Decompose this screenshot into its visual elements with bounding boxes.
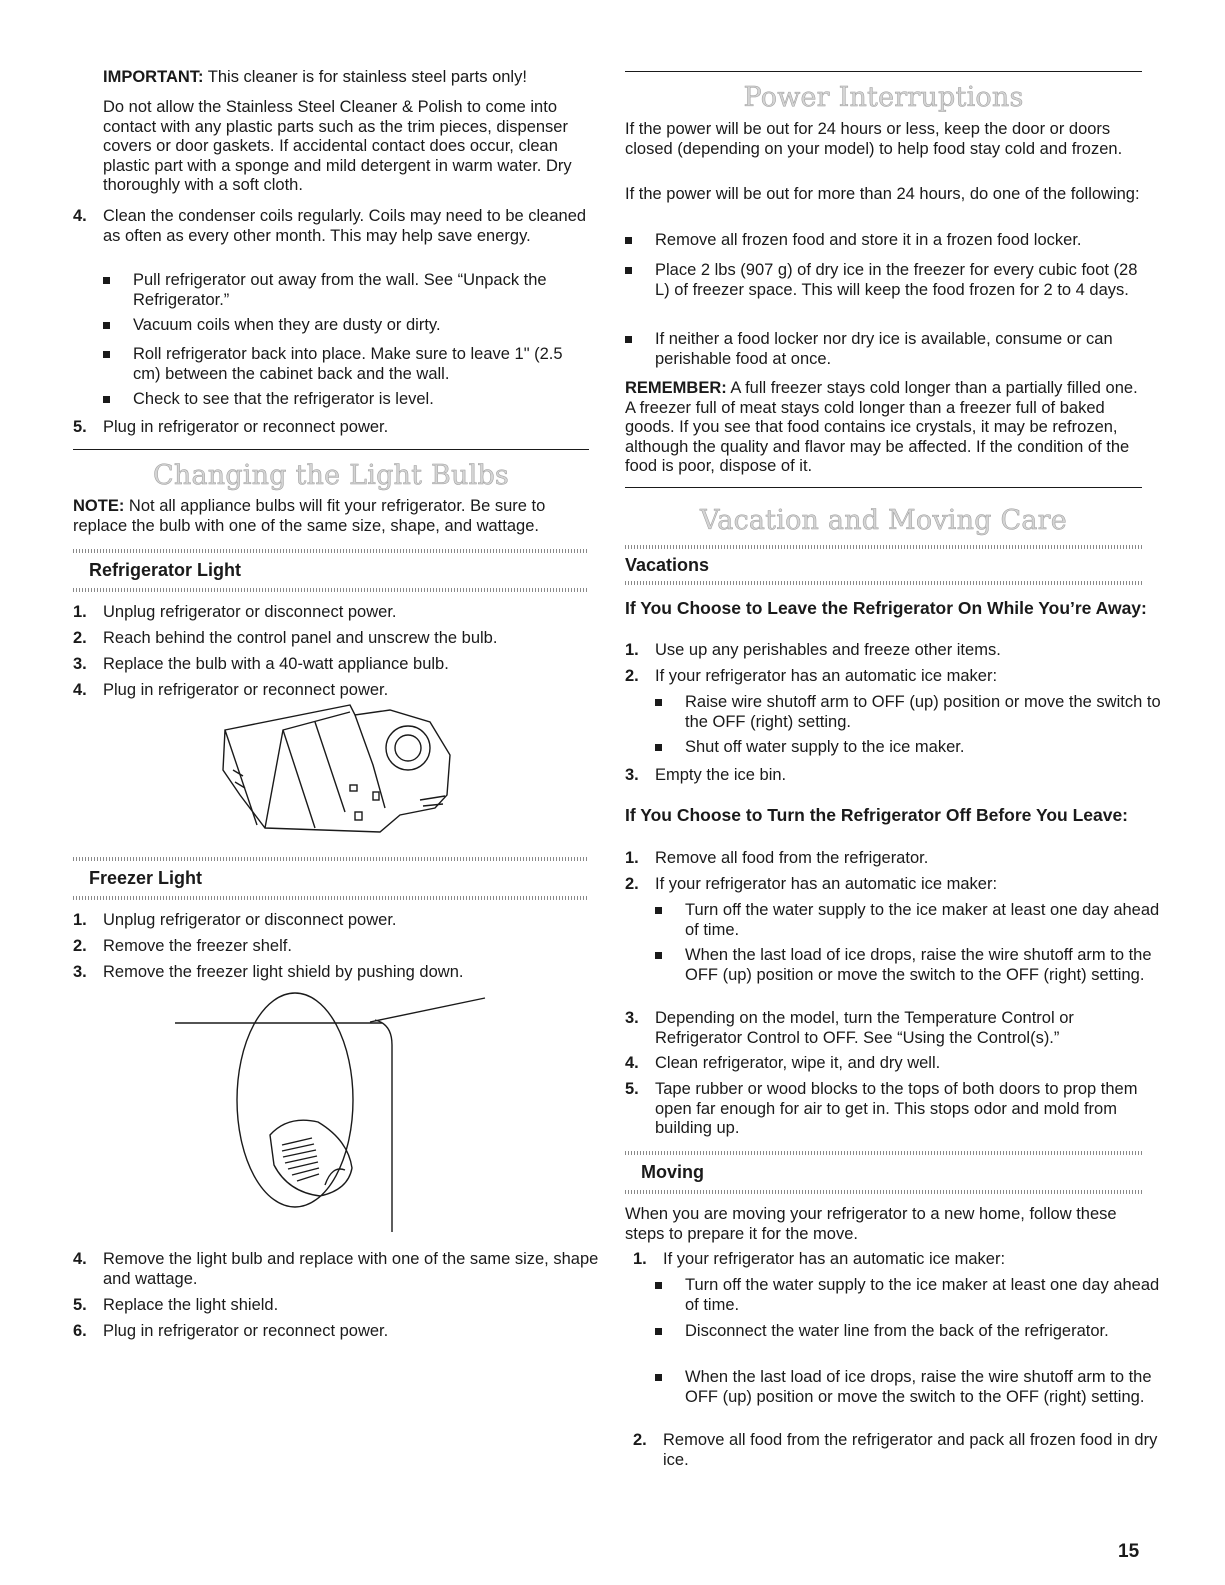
list-item: 2. Remove the freezer shelf. (73, 937, 292, 955)
list-item: 4. Plug in refrigerator or reconnect power. (73, 681, 389, 699)
subsection-heading: Moving (641, 1162, 704, 1182)
list-item: 4. Clean the condenser coils regularly. Coils may need to be cleaned as often as every other month. This may help save energy. (73, 207, 587, 245)
heading-rule (625, 1190, 1142, 1194)
section-title: Changing the Light Bulbs (153, 460, 509, 491)
list-item: 2. If your refrigerator has an automatic ice maker: (625, 875, 998, 893)
condition-heading: If You Choose to Turn the Refrigerator Off Before You Leave: (625, 805, 1129, 825)
list-item: 4. Clean refrigerator, wipe it, and dry well. (625, 1054, 941, 1072)
heading-rule (625, 581, 1142, 585)
refrigerator-light-illustration (195, 700, 465, 840)
section-title: Power Interruptions (743, 82, 1024, 113)
list-item: 5. Replace the light shield. (73, 1296, 279, 1314)
list-item: 6. Plug in refrigerator or reconnect power. (73, 1322, 389, 1340)
bullet-item: Turn off the water supply to the ice maker at least one day ahead of time. (655, 901, 1170, 940)
list-item: 3. Empty the ice bin. (625, 766, 787, 784)
bullet-item: Roll refrigerator back into place. Make sure to leave 1" (2.5 cm) between the cabinet back and the wall. (103, 345, 593, 384)
list-item: 4. Remove the light bulb and replace with one of the same size, shape and wattage. (73, 1250, 599, 1288)
list-item: 1. If your refrigerator has an automatic ice maker: (633, 1250, 1006, 1268)
bullet-item: If neither a food locker nor dry ice is available, consume or can perishable food at once. (625, 330, 1155, 369)
list-item: 5. Tape rubber or wood blocks to the tops of both doors to prop them open far enough for air to get in. This stops odor and mold from building up. (625, 1080, 1138, 1137)
bullet-icon (625, 267, 632, 274)
heading-rule (73, 588, 589, 592)
section-title: Vacation and Moving Care (700, 505, 1067, 536)
subsection-heading: Refrigerator Light (89, 560, 242, 580)
list-item: 3. Replace the bulb with a 40-watt appliance bulb. (73, 655, 449, 673)
caution-paragraph: Do not allow the Stainless Steel Cleaner & Polish to come into contact with any plastic parts such as the trim pieces, dispenser covers or door gaskets. If accidental contact does occur, clean plastic part with a sponge and mild detergent in warm water. Dry thoroughly with a soft cloth. (103, 98, 572, 194)
page-number: 15 (1118, 1541, 1140, 1562)
bullet-icon (655, 1374, 662, 1381)
bullet-icon (655, 1328, 662, 1335)
bullet-icon (625, 237, 632, 244)
paragraph: When you are moving your refrigerator to a new home, follow these steps to prepare it for the move. (625, 1205, 1117, 1243)
paragraph: If the power will be out for more than 24 hours, do one of the following: (625, 185, 1140, 203)
condition-heading: If You Choose to Leave the Refrigerator On While You’re Away: (625, 598, 1147, 618)
list-item: 1. Remove all food from the refrigerator. (625, 849, 929, 867)
section-divider (73, 449, 589, 450)
paragraph: If the power will be out for 24 hours or less, keep the door or doors closed (depending on your model) to help food stay cold and frozen. (625, 120, 1123, 158)
list-item: 1. Use up any perishables and freeze other items. (625, 641, 1001, 659)
freezer-light-shield-illustration (170, 990, 500, 1240)
bullet-icon (655, 744, 662, 751)
section-divider (625, 487, 1142, 488)
bullet-icon (655, 699, 662, 706)
bullet-item: Pull refrigerator out away from the wall. See “Unpack the Refrigerator.” (103, 271, 593, 310)
bullet-item: When the last load of ice drops, raise the wire shutoff arm to the OFF (up) position or move the switch to the OFF (right) setting. (655, 946, 1170, 985)
list-item: 5. Plug in refrigerator or reconnect power. (73, 418, 389, 436)
heading-rule (73, 549, 589, 553)
bullet-item: Place 2 lbs (907 g) of dry ice in the freezer for every cubic foot (28 L) of freezer space. This will keep the food frozen for 2 to 4 days. (625, 261, 1155, 300)
remember-paragraph: REMEMBER: A full freezer stays cold longer than a partially filled one. A freezer full of meat stays cold longer than a freezer full of baked goods. If you see that food contains ice crystals, it may be refrozen, although the quality and flavor may be affected. If the condition of the food is poor, dispose of it. (625, 379, 1138, 475)
bullet-item: Vacuum coils when they are dusty or dirty. (103, 316, 593, 336)
note-paragraph: NOTE: Not all appliance bulbs will fit your refrigerator. Be sure to replace the bulb with one of the same size, shape, and wattage. (73, 497, 546, 535)
bullet-icon (655, 1282, 662, 1289)
heading-rule (625, 1151, 1142, 1155)
heading-rule (73, 896, 589, 900)
list-item: 2. If your refrigerator has an automatic ice maker: (625, 667, 998, 685)
bullet-icon (103, 351, 110, 358)
section-divider (625, 71, 1142, 72)
bullet-icon (655, 952, 662, 959)
list-item: 3. Remove the freezer light shield by pushing down. (73, 963, 464, 981)
bullet-icon (103, 396, 110, 403)
subsection-heading: Freezer Light (89, 868, 203, 888)
bullet-icon (625, 336, 632, 343)
heading-rule (625, 545, 1142, 549)
bullet-item: Check to see that the refrigerator is level. (103, 390, 593, 410)
bullet-item: When the last load of ice drops, raise the wire shutoff arm to the OFF (up) position or move the switch to the OFF (right) setting. (655, 1368, 1170, 1407)
bullet-item: Shut off water supply to the ice maker. (655, 738, 1165, 758)
subsection-heading: Vacations (625, 555, 710, 575)
bullet-icon (655, 907, 662, 914)
list-item: 1. Unplug refrigerator or disconnect power. (73, 911, 397, 929)
bullet-icon (103, 322, 110, 329)
bullet-icon (103, 277, 110, 284)
list-item: 1. Unplug refrigerator or disconnect power. (73, 603, 397, 621)
bullet-item: Disconnect the water line from the back of the refrigerator. (655, 1322, 1170, 1342)
list-item: 2. Remove all food from the refrigerator and pack all frozen food in dry ice. (633, 1431, 1158, 1469)
bullet-item: Raise wire shutoff arm to OFF (up) position or move the switch to the OFF (right) setting. (655, 693, 1165, 732)
list-item: 2. Reach behind the control panel and unscrew the bulb. (73, 629, 498, 647)
bullet-item: Remove all frozen food and store it in a frozen food locker. (625, 231, 1155, 251)
bullet-item: Turn off the water supply to the ice maker at least one day ahead of time. (655, 1276, 1170, 1315)
list-item: 3. Depending on the model, turn the Temperature Control or Refrigerator Control to OFF. See “Using the Control(s).” (625, 1009, 1074, 1047)
heading-rule (73, 857, 589, 861)
important-note: IMPORTANT: This cleaner is for stainless steel parts only! (103, 68, 527, 86)
